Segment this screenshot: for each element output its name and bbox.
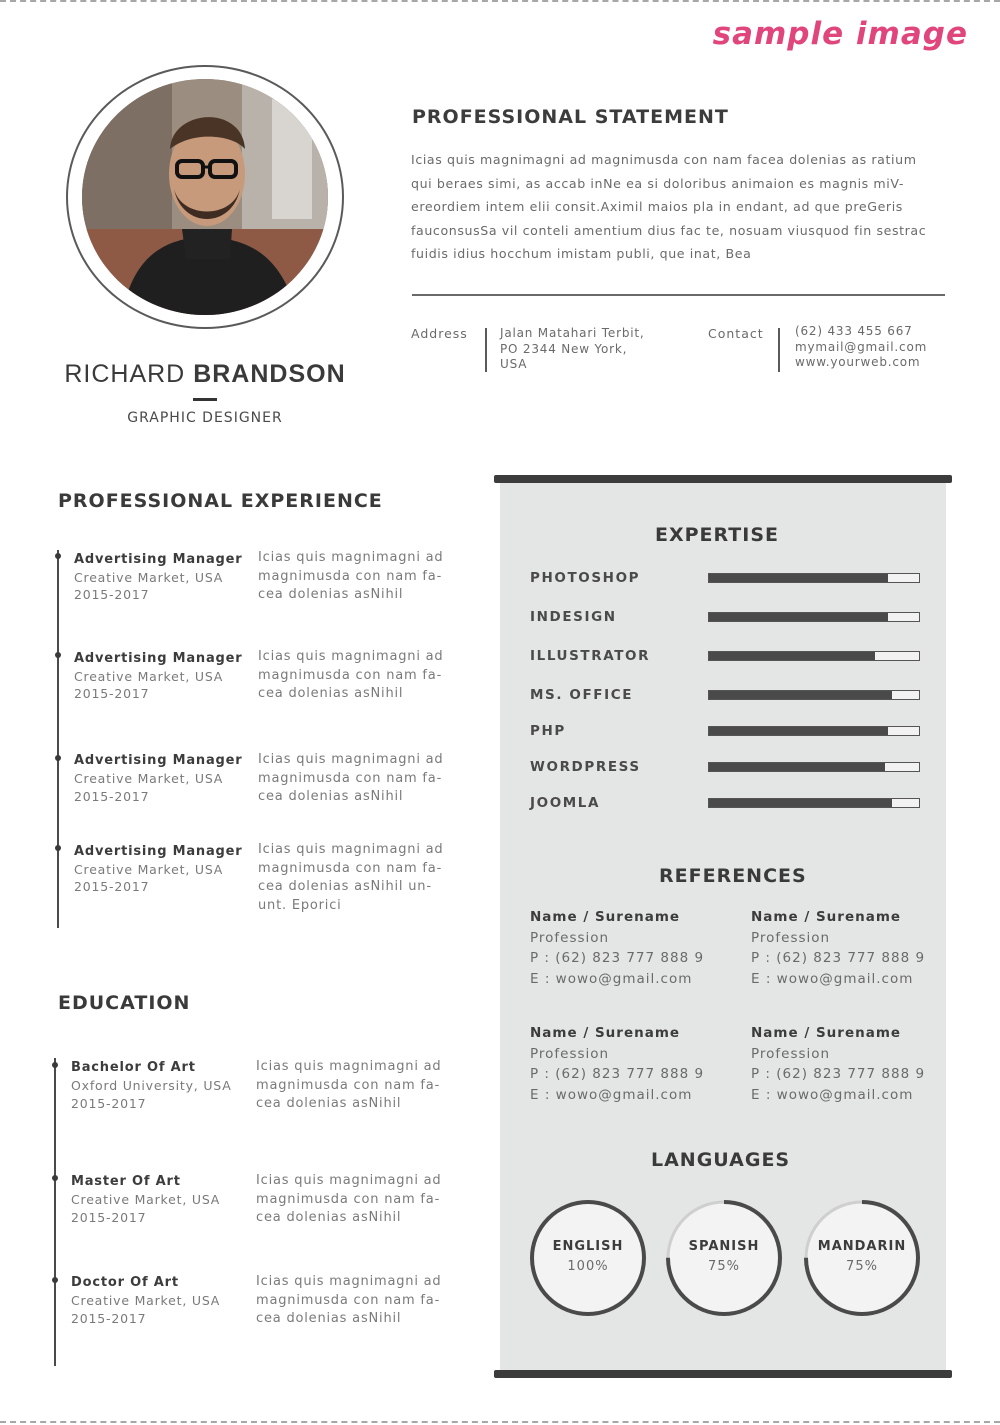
- experience-years: 2015-2017: [74, 879, 150, 894]
- language-circle: [664, 1198, 784, 1318]
- experience-title: Advertising Manager: [74, 651, 243, 666]
- profile-photo: [82, 79, 328, 315]
- phone: (62) 433 455 667: [795, 324, 913, 338]
- reference-name: Name / Surename: [530, 1025, 681, 1041]
- languages-heading: LANGUAGES: [651, 1149, 791, 1171]
- timeline-dot: [55, 652, 61, 658]
- language-percent: 75%: [846, 1259, 878, 1274]
- address-value: [500, 326, 645, 373]
- language-ring: [664, 1198, 784, 1318]
- skill-bar-fill: [709, 727, 888, 735]
- experience-years: 2015-2017: [74, 686, 150, 701]
- experience-years: 2015-2017: [74, 789, 150, 804]
- education-desc: [256, 1058, 449, 1114]
- reference-phone: P : (62) 823 777 888 9: [530, 1066, 705, 1082]
- statement-line: fuidis idius hocchum imistam publi, que inat, Bea: [411, 246, 752, 261]
- experience-heading: PROFESSIONAL EXPERIENCE: [58, 490, 383, 512]
- experience-place: Creative Market, USA: [74, 570, 224, 585]
- desc-line: cea dolenias asNihil: [258, 789, 404, 804]
- address-divider: [485, 328, 487, 372]
- skill-bar-fill: [709, 574, 888, 582]
- statement-text: [411, 148, 947, 266]
- desc-line: cea dolenias asNihil: [256, 1311, 402, 1326]
- language-ring: [528, 1198, 648, 1318]
- reference-name: Name / Surename: [751, 909, 902, 925]
- desc-line: cea dolenias asNihil: [256, 1096, 402, 1111]
- desc-line: Icias quis magnimagni ad: [258, 550, 444, 565]
- experience-years: 2015-2017: [74, 587, 150, 602]
- first-name: RICHARD: [64, 360, 186, 388]
- desc-line: cea dolenias asNihil un-: [258, 879, 432, 894]
- skill-bar: [708, 762, 920, 772]
- language-name: ENGLISH: [552, 1239, 624, 1254]
- education-desc: [256, 1273, 449, 1329]
- experience-desc: [258, 648, 451, 704]
- skill-bar: [708, 726, 920, 736]
- experience-place: Creative Market, USA: [74, 771, 224, 786]
- experience-title: Advertising Manager: [74, 552, 243, 567]
- reference-profession: Profession: [530, 930, 610, 946]
- reference-name: Name / Surename: [751, 1025, 902, 1041]
- reference-email: E : wowo@gmail.com: [751, 1087, 914, 1103]
- desc-line: magnimusda con nam fa-: [256, 1077, 441, 1093]
- language-circle: [802, 1198, 922, 1318]
- education-years: 2015-2017: [71, 1096, 147, 1111]
- desc-line: magnimusda con nam fa-: [258, 568, 443, 584]
- skill-label: ILLUSTRATOR: [530, 648, 651, 664]
- skill-label: PHOTOSHOP: [530, 570, 641, 586]
- last-name: BRANDSON: [193, 360, 346, 388]
- statement-line: qui beraes simi, as accab inNe ea si doloribus animaion es magnis miV-: [411, 175, 905, 191]
- expertise-heading: EXPERTISE: [655, 524, 780, 546]
- skill-bar-fill: [709, 691, 892, 699]
- reference-profession: Profession: [530, 1046, 610, 1062]
- education-place: Creative Market, USA: [71, 1192, 221, 1207]
- job-title: GRAPHIC DESIGNER: [127, 410, 283, 426]
- skill-bar-fill: [709, 652, 875, 660]
- panel-top-bar: [494, 475, 952, 483]
- contact-value: [795, 324, 927, 371]
- desc-line: Icias quis magnimagni ad: [256, 1059, 442, 1074]
- reference-email: E : wowo@gmail.com: [530, 1087, 693, 1103]
- skill-bar-fill: [709, 799, 892, 807]
- statement-line: Icias quis magnimagni ad magnimusda con nam facea dolenias as ratium: [411, 152, 917, 167]
- experience-place: Creative Market, USA: [74, 669, 224, 684]
- reference-email: E : wowo@gmail.com: [530, 971, 693, 987]
- reference-phone: P : (62) 823 777 888 9: [530, 950, 705, 966]
- skill-bar-fill: [709, 613, 888, 621]
- reference-profession: Profession: [751, 930, 831, 946]
- address-line: USA: [500, 357, 528, 371]
- desc-line: magnimusda con nam fa-: [258, 667, 443, 683]
- skill-label: INDESIGN: [530, 609, 617, 625]
- skill-bar: [708, 690, 920, 700]
- desc-line: cea dolenias asNihil: [258, 587, 404, 602]
- skill-label: JOOMLA: [530, 795, 601, 811]
- name-divider: [193, 398, 217, 401]
- timeline-dot: [55, 553, 61, 559]
- education-place: Oxford University, USA: [71, 1078, 232, 1093]
- education-title: Bachelor Of Art: [71, 1060, 196, 1075]
- top-border: [0, 0, 1000, 2]
- desc-line: Icias quis magnimagni ad: [256, 1173, 442, 1188]
- desc-line: Icias quis magnimagni ad: [258, 842, 444, 857]
- experience-timeline: [57, 550, 59, 928]
- desc-line: magnimusda con nam fa-: [258, 770, 443, 786]
- experience-place: Creative Market, USA: [74, 862, 224, 877]
- skill-label: WORDPRESS: [530, 759, 641, 775]
- desc-line: cea dolenias asNihil: [256, 1210, 402, 1225]
- timeline-dot: [52, 1062, 58, 1068]
- language-percent: 100%: [567, 1259, 609, 1274]
- statement-heading: PROFESSIONAL STATEMENT: [412, 106, 729, 128]
- skill-bar: [708, 573, 920, 583]
- skill-bar: [708, 798, 920, 808]
- education-heading: EDUCATION: [58, 992, 191, 1014]
- experience-desc: [258, 549, 451, 605]
- experience-title: Advertising Manager: [74, 844, 243, 859]
- experience-title: Advertising Manager: [74, 753, 243, 768]
- desc-line: magnimusda con nam fa-: [258, 860, 443, 876]
- reference-email: E : wowo@gmail.com: [751, 971, 914, 987]
- language-name: MANDARIN: [817, 1239, 907, 1254]
- reference-phone: P : (62) 823 777 888 9: [751, 1066, 926, 1082]
- address-label: Address: [411, 326, 468, 341]
- timeline-dot: [52, 1277, 58, 1283]
- desc-line: Icias quis magnimagni ad: [256, 1274, 442, 1289]
- desc-line: magnimusda con nam fa-: [256, 1292, 441, 1308]
- skill-bar: [708, 612, 920, 622]
- education-desc: [256, 1172, 449, 1228]
- references-heading: REFERENCES: [659, 865, 807, 887]
- statement-line: ereordiem intem elii consit.Aximil maios pla in endant, ad que preGeris: [411, 199, 903, 214]
- desc-line: Icias quis magnimagni ad: [258, 649, 444, 664]
- education-years: 2015-2017: [71, 1210, 147, 1225]
- desc-line: cea dolenias asNihil: [258, 686, 404, 701]
- desc-line: Icias quis magnimagni ad: [258, 752, 444, 767]
- education-place: Creative Market, USA: [71, 1293, 221, 1308]
- email: mymail@gmail.com: [795, 339, 928, 354]
- panel-bottom-bar: [494, 1370, 952, 1378]
- experience-desc: [258, 751, 451, 807]
- reference-phone: P : (62) 823 777 888 9: [751, 950, 926, 966]
- desc-line: unt. Eporici: [258, 897, 342, 913]
- skill-label: PHP: [530, 723, 566, 739]
- education-years: 2015-2017: [71, 1311, 147, 1326]
- education-timeline: [54, 1058, 56, 1366]
- timeline-dot: [55, 755, 61, 761]
- experience-desc: [258, 841, 451, 915]
- timeline-dot: [52, 1175, 58, 1181]
- language-circle: [528, 1198, 648, 1318]
- timeline-dot: [55, 845, 61, 851]
- person-name: [0, 360, 410, 389]
- skill-bar: [708, 651, 920, 661]
- statement-divider: [412, 294, 945, 296]
- language-percent: 75%: [708, 1259, 740, 1274]
- website: www.yourweb.com: [795, 355, 921, 369]
- contact-label: Contact: [708, 326, 764, 341]
- education-title: Master Of Art: [71, 1174, 181, 1189]
- language-name: SPANISH: [688, 1239, 760, 1254]
- reference-name: Name / Surename: [530, 909, 681, 925]
- language-ring: [802, 1198, 922, 1318]
- statement-line: fauconsusSa vil conteli amentium dius fac te, nosuam viusquod fin sestrac: [411, 222, 927, 238]
- bottom-border: [0, 1421, 1000, 1423]
- watermark: sample image: [712, 16, 968, 52]
- address-line: PO 2344 New York,: [500, 341, 628, 356]
- skill-bar-fill: [709, 763, 885, 771]
- contact-divider: [778, 328, 780, 372]
- address-line: Jalan Matahari Terbit,: [500, 326, 645, 340]
- desc-line: magnimusda con nam fa-: [256, 1191, 441, 1207]
- reference-profession: Profession: [751, 1046, 831, 1062]
- skill-label: MS. OFFICE: [530, 687, 634, 703]
- education-title: Doctor Of Art: [71, 1275, 179, 1290]
